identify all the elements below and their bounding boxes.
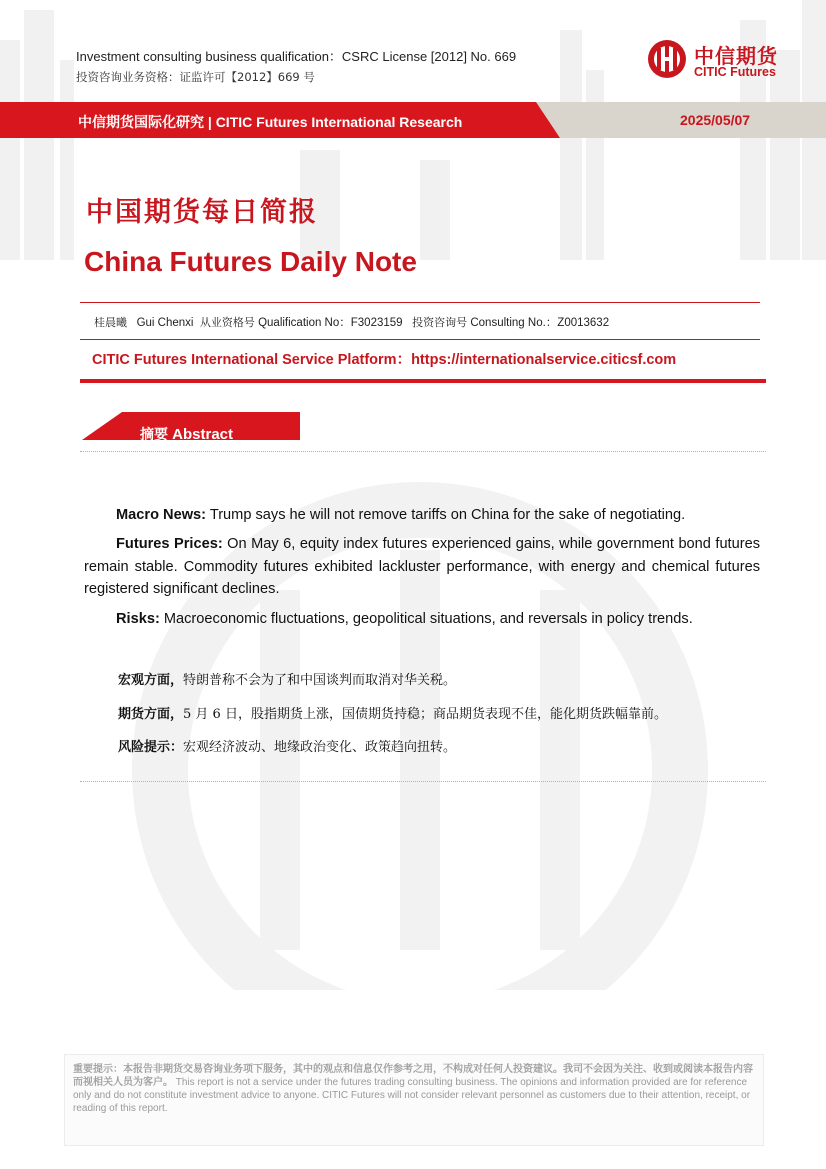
banner-title: 中信期货国际化研究 | CITIC Futures International Research <box>78 114 463 130</box>
cn-macro-label: 宏观方面， <box>118 673 184 688</box>
abstract-tab <box>82 412 300 443</box>
cn-macro-line <box>118 669 456 688</box>
risks-text: Macroeconomic fluctuations, geopolitical situations, and reversals in policy trends. <box>159 611 693 627</box>
divider-top <box>80 302 760 303</box>
cn-futures-text: 5 月 6 日，股指期货上涨，国债期货持稳；商品期货表现不佳，能化期货跌幅靠前。 <box>183 707 667 722</box>
disclaimer-box <box>64 1054 764 1146</box>
macro-news-text: Trump says he will not remove tariffs on China for the sake of negotiating. <box>206 507 686 523</box>
logo-name-cn: 中信期货 <box>694 44 778 68</box>
citic-futures-logo <box>646 38 796 84</box>
qualification-number: F3023159 <box>350 317 403 329</box>
macro-news-paragraph <box>84 504 760 527</box>
cn-futures-line <box>118 703 667 722</box>
qualification-label-en: Qualification No： <box>258 317 351 329</box>
cn-risks-label: 风险提示： <box>118 740 184 755</box>
research-banner <box>0 102 826 138</box>
abstract-heading-en: Abstract <box>172 426 234 443</box>
license-cn: 投资咨询业务资格：证监许可【2012】669 号 <box>76 70 315 84</box>
divider-thick <box>80 379 766 383</box>
macro-news-label: Macro News: <box>116 507 207 523</box>
abstract-heading <box>140 424 233 444</box>
author-line <box>94 314 609 330</box>
futures-prices-label: Futures Prices: <box>116 536 223 552</box>
risks-paragraph <box>84 608 760 631</box>
futures-prices-text: On May 6, equity index futures experienced gains, while government bond futures remain stable. Commodity futures exhibited lackluster performance, with energy and chemical futures registered significant declines. <box>84 536 761 597</box>
author-name-en: Gui Chenxi <box>136 317 194 329</box>
report-date: 2025/05/07 <box>680 112 751 128</box>
divider-mid <box>80 339 760 340</box>
disclaimer-cn: 重要提示：本报告非期货交易咨询业务项下服务，其中的观点和信息仅作参考之用，不构成对任何人投资建议。我司不会因为关注、收到或阅读本报告内容而视相关人员为客户。 <box>73 1064 753 1088</box>
service-platform <box>92 348 676 369</box>
consulting-label-cn: 投资咨询号 <box>412 316 468 329</box>
disclaimer-text <box>73 1063 757 1115</box>
platform-link[interactable]: https://internationalservice.citicsf.com <box>411 352 677 368</box>
logo-name-en: CITIC Futures <box>694 65 776 79</box>
banner-date-band <box>528 102 826 138</box>
cn-risks-text: 宏观经济波动、地缘政治变化、政策趋向扭转。 <box>183 740 457 755</box>
page-title-en: China Futures Daily Note <box>84 246 417 277</box>
license-en: Investment consulting business qualification：CSRC License [2012] No. 669 <box>76 49 517 64</box>
consulting-number: Z0013632 <box>557 317 610 329</box>
abstract-bottom-rule <box>80 781 766 782</box>
cn-macro-text: 特朗普称不会为了和中国谈判而取消对华关税。 <box>183 673 457 688</box>
platform-label: CITIC Futures International Service Platform： <box>92 352 412 368</box>
cn-risks-line <box>118 736 456 755</box>
abstract-heading-cn: 摘要 <box>140 427 168 443</box>
author-name-cn: 桂晨曦 <box>94 316 127 329</box>
abstract-top-rule <box>80 451 766 452</box>
disclaimer-en: This report is not a service under the futures trading consulting business. The opinions and information provided are for reference only and do not constitute investment advice to anyone. CITIC Futures will not consider relevant personnel as customers due to their attention, receipt, or reading of this report. <box>73 1077 751 1114</box>
risks-label: Risks: <box>116 611 160 627</box>
cn-futures-label: 期货方面， <box>118 707 184 722</box>
citic-logo-icon <box>646 38 688 80</box>
page-title-cn: 中国期货每日简报 <box>86 197 318 228</box>
qualification-label-cn: 从业资格号 <box>199 316 255 329</box>
futures-prices-paragraph <box>84 533 760 601</box>
consulting-label-en: Consulting No.： <box>470 317 558 329</box>
